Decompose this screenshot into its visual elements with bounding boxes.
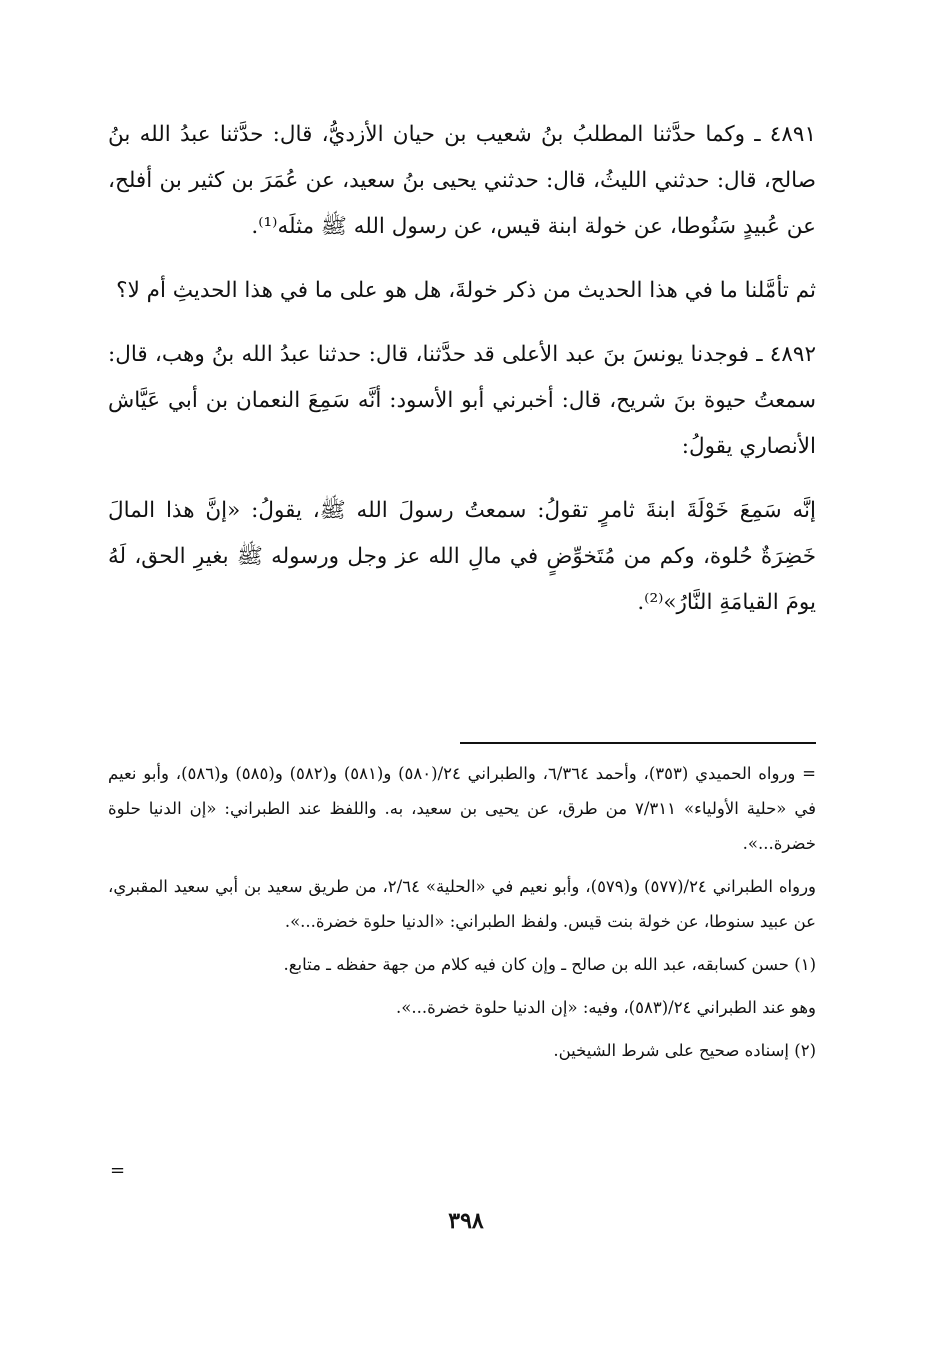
continuation-mark: =	[110, 1160, 126, 1181]
hadith-4891: ٤٨٩١ ـ وكما حدَّثنا المطلبُ بنُ شعيب بن حيان الأزديُّ، قال: حدَّثنا عبدُ الله بنُ صالح، قال: حدثني الليثُ، قال: حدثني يحيى بنُ سعيد، عن عُمَرَ بن كثير بن أفلح، عن عُبيدٍ سَنُوطا، عن خولة ابنة قيس، عن رسول الله ﷺ مثلَه⁽¹⁾.	[108, 122, 816, 239]
footnote-1-extra: وهو عند الطبراني ٢٤/(٥٨٣)، وفيه: «إن الدنيا حلوة خضرة...».	[396, 998, 816, 1017]
footnotes	[108, 756, 816, 1076]
footnote-2: (٢) إسناده صحيح على شرط الشيخين.	[553, 1041, 816, 1060]
footnote-continuation: = ورواه الحميدي (٣٥٣)، وأحمد ٦/٣٦٤، والطبراني ٢٤/(٥٨٠) و(٥٨١) و(٥٨٢) و(٥٨٥) و(٥٨٦)، وأبو نعيم في «حلية الأولياء» ٧/٣١١ من طرق، عن يحيى بن سعيد، به. واللفظ عند الطبراني: «إن الدنيا حلوة خضرة...».	[108, 764, 817, 853]
page-number: ٣٩٨	[448, 1208, 484, 1234]
footnote-separator	[460, 742, 816, 744]
hadith-4892-matn: إنَّه سَمِعَ خَوْلَةَ ابنةَ ثامرٍ تقولُ: سمعتُ رسولَ الله ﷺ، يقولُ: «إنَّ هذا المالَ خَضِرَةٌ حُلوة، وكم من مُتَخوِّضٍ في مالِ الله عز وجل ورسوله ﷺ بغيرِ الحق، لَهُ يومَ القيامَةِ النَّارُ»⁽²⁾.	[108, 498, 816, 615]
footnote-1: (١) حسن كسابقه، عبد الله بن صالح ـ وإن كان فيه كلام من جهة حفظه ـ متابع.	[283, 955, 816, 974]
footnote-continuation-2: ورواه الطبراني ٢٤/(٥٧٧) و(٥٧٩)، وأبو نعيم في «الحلية» ٢/٦٤، من طريق سعيد بن أبي سعيد المقبري، عن عبيد سنوطا، عن خولة بنت قيس. ولفظ الطبراني: «الدنيا حلوة خضرة...».	[108, 877, 817, 931]
hadith-4892: ٤٨٩٢ ـ فوجدنا يونسَ بنَ عبد الأعلى قد حدَّثنا، قال: حدثنا عبدُ الله بنُ وهب، قال: سمعتُ حيوة بنَ شريح، قال: أخبرني أبو الأسود: أنَّه سَمِعَ النعمان بن أبي عَيَّاش الأنصاري يقولُ:	[108, 342, 816, 459]
main-text	[108, 112, 816, 644]
commentary-paragraph: ثم تأمَّلنا ما في هذا الحديث من ذكر خولةَ، هل هو على ما في هذا الحديثِ أم لا؟	[116, 278, 816, 303]
